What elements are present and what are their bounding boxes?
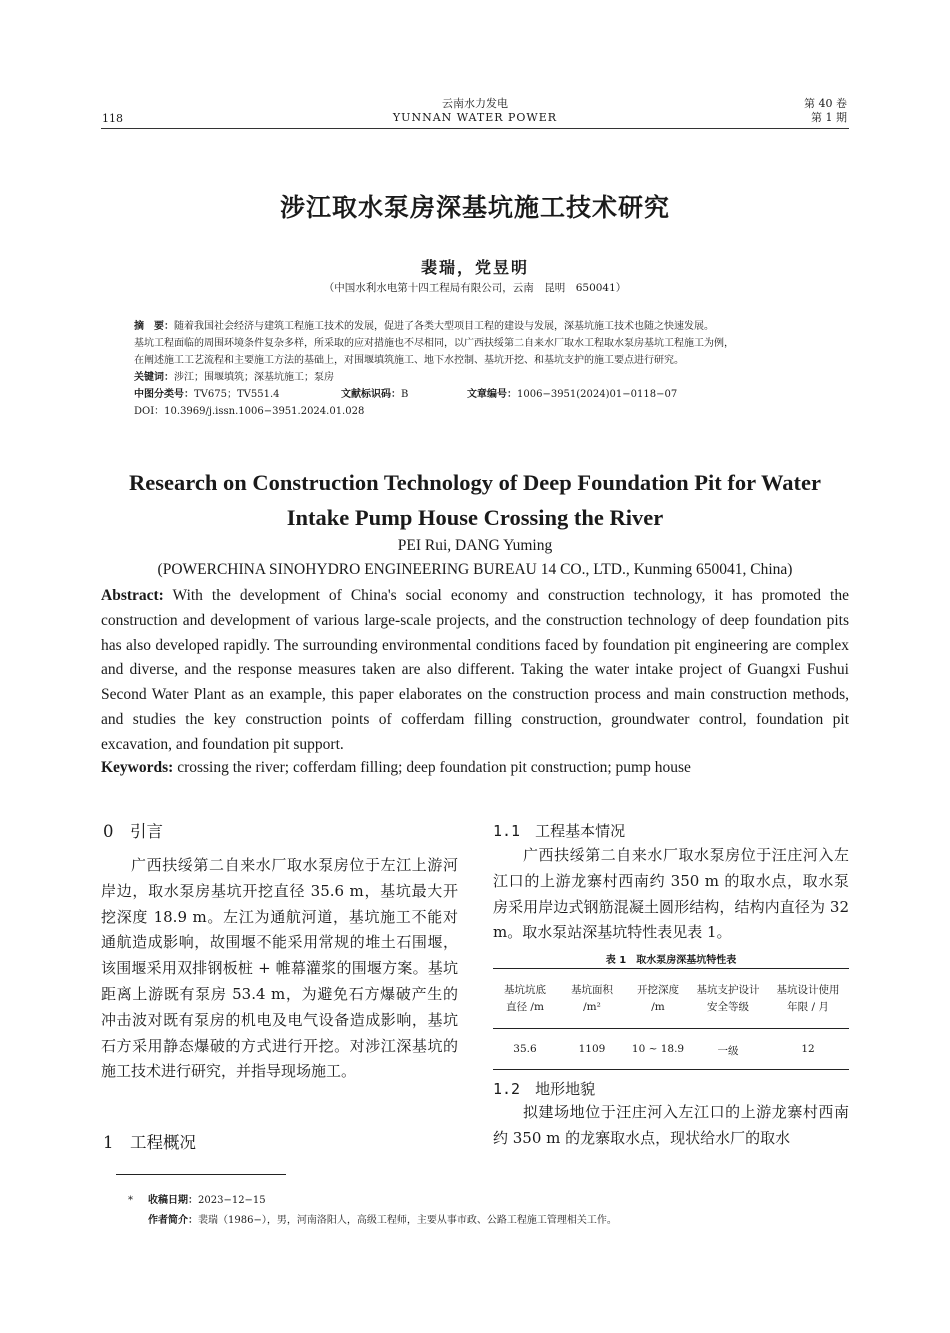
section-1-heading: 1 工程概况 [103, 1133, 196, 1152]
keywords-cn: 关键词：涉江；围堰填筑；深基坑施工；泵房 [134, 372, 334, 383]
table-header-cell: 基坑支护设计 安全等级 [696, 984, 760, 1013]
table-header-cell: 基坑面积 /m² [571, 984, 613, 1013]
volume-issue [804, 97, 847, 125]
section-1-1-heading: 1.1 工程基本情况 [493, 822, 626, 840]
footnote-rule [116, 1174, 286, 1175]
affiliation-en: (POWERCHINA SINOHYDRO ENGINEERING BUREAU 14 CO., LTD., Kunming 650041, China) [157, 561, 793, 578]
table-cell: 35.6 [513, 1043, 537, 1055]
classification-row [134, 386, 824, 403]
table-bottom-rule [493, 1069, 849, 1070]
affiliation-cn: （中国水利水电第十四工程局有限公司，云南 昆明 650041） [323, 282, 627, 294]
section-0-paragraph: 广西扶绥第二自来水厂取水泵房位于左江上游河岸边，取水泵房基坑开挖直径 35.6 m，基坑最大开挖深度 18.9 m。左江为通航河道，基坑施工不能对通航造成影响，故围堰不能采用常规的堆土石围堰，该围堰采用双排钢板桩 + 帷幕灌浆的围堰方案。基坑距离上游既有泵房 53.4 m，为避免石方爆破产生的冲击波对既有泵房的机电及电气设备造成影响，基坑石方采用静态爆破的方式进行开挖。对涉江深基坑的施工技术进行研究，并指导现场施工。 [101, 856, 458, 1081]
keywords-en: Keywords: crossing the river; cofferdam filling; deep foundation pit construction; pump house [101, 759, 691, 776]
table-header-cell: 基坑设计使用 年限 / 月 [776, 984, 840, 1013]
table-header-cell: 基坑坑底 直径 /m [504, 984, 546, 1013]
abstract-cn-line-3: 在阐述施工工艺流程和主要施工方法的基础上，对围堰填筑施工、地下水控制、基坑开挖、和基坑支护的施工要点进行研究。 [134, 355, 684, 366]
table-top-rule [493, 968, 849, 969]
table-cell: 1109 [578, 1043, 606, 1055]
table-header-cell: 开挖深度 /m [637, 984, 679, 1013]
table-header-row [493, 982, 849, 1016]
footnote-author-bio: 作者简介：裴瑞（1986−），男，河南洛阳人，高级工程师，主要从事市政、公路工程施工管理相关工作。 [148, 1215, 617, 1226]
abstract-cn-line-1: 摘 要：随着我国社会经济与建筑工程施工技术的发展，促进了各类大型项目工程的建设与发展，深基坑施工技术也随之快速发展。 [134, 321, 714, 332]
table-mid-rule [493, 1028, 849, 1029]
running-header [300, 97, 650, 125]
journal-name-cn: 云南水力发电 [442, 97, 508, 110]
table-1-caption: 表 1 取水泵房深基坑特性表 [605, 955, 737, 966]
abstract-cn-line-2: 基坑工程面临的周围环境条件复杂多样，所采取的应对措施也不尽相同，以广西扶绥第二自来水厂取水工程取水泵房基坑工程施工为例， [134, 338, 734, 349]
paper-title-cn: 涉江取水泵房深基坑施工技术研究 [279, 193, 670, 222]
section-1-2-heading: 1.2 地形地貌 [493, 1080, 596, 1098]
abstract-cn [134, 318, 824, 420]
clc-code: 中图分类号：TV675；TV551.4 [134, 389, 280, 400]
abstract-cn-label: 摘 要： [134, 321, 174, 332]
section-1-1-paragraph: 广西扶绥第二自来水厂取水泵房位于汪庄河入左江口的上游龙寨村西南约 350 m 的取水点，取水泵房采用岸边式钢筋混凝土圆形结构，结构内直径为 32 m。取水泵站深基坑特性表见表 1。 [493, 846, 849, 942]
journal-name-en: YUNNAN WATER POWER [392, 111, 558, 124]
table-cell: 10 ~ 18.9 [631, 1043, 685, 1055]
section-1-2-paragraph: 拟建场地位于汪庄河入左江口的上游龙寨村西南约 350 m 的龙寨取水点，现状给水厂的取水 [493, 1103, 849, 1147]
table-row [493, 1043, 849, 1058]
page-number: 118 [102, 112, 123, 125]
article-number: 文章编号：1006−3951(2024)01−0118−07 [467, 389, 678, 400]
table-cell: 12 [801, 1043, 815, 1055]
volume: 第 40 卷 [804, 97, 847, 110]
section-0-heading: 0 引言 [103, 822, 163, 841]
issue: 第 1 期 [811, 111, 847, 124]
table-cell: 一级 [717, 1045, 739, 1057]
abstract-en: Abstract: With the development of China's social economy and construction technology, it has promoted the construction and development of various large-scale projects, and the construction technology of deep foundation pits has also developed rapidly. The surrounding environmental conditions faced by foundation pit engineering are complex and diverse, and the response measures taken are also different. Taking the water intake project of Guangxi Fushui Second Water Plant as an example, this paper elaborates on the construction process and main construction methods, and studies the key construction points of cofferdam filling construction, groundwater control, foundation pit excavation, and foundation pit support. [101, 587, 849, 753]
abstract-en-label: Abstract: [101, 587, 164, 604]
paper-title-en: Research on Construction Technology of Deep Foundation Pit for Water Intake Pump House Crossing the River [129, 470, 821, 530]
authors-en: PEI Rui, DANG Yuming [397, 537, 553, 554]
footnote-received: * 收稿日期：2023−12−15 [128, 1195, 266, 1206]
doi: DOI：10.3969/j.issn.1006−3951.2024.01.028 [134, 406, 365, 417]
doc-code: 文献标识码：B [341, 389, 409, 400]
authors-cn: 裴瑞，党昱明 [420, 258, 529, 277]
header-rule [101, 128, 849, 129]
